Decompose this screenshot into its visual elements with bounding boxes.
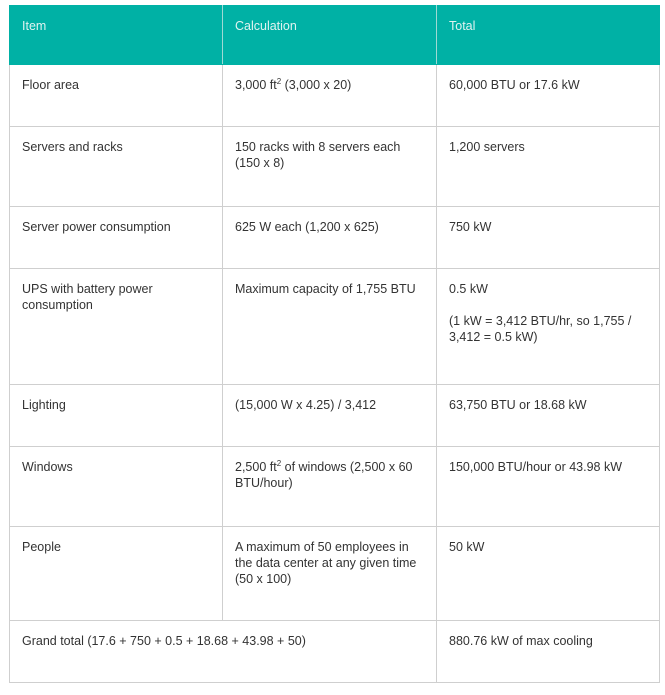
row-total: 750 kW xyxy=(437,207,660,269)
grand-total-label: Grand total (17.6 + 750 + 0.5 + 18.68 + 43.98 + 50) xyxy=(10,621,437,683)
table-row xyxy=(10,127,660,207)
row-total xyxy=(437,269,660,385)
header-total: Total xyxy=(437,6,660,65)
table-row xyxy=(10,527,660,621)
row-calculation: Maximum capacity of 1,755 BTU xyxy=(223,269,437,385)
table-row xyxy=(10,269,660,385)
row-calculation: 3,000 $ft^2$ (3,000 x 20) xyxy=(223,65,437,127)
grand-total-row xyxy=(10,621,660,683)
grand-total-value: 880.76 kW of max cooling xyxy=(437,621,660,683)
row-total-value: 0.5 kW xyxy=(449,282,488,296)
row-calculation: 625 W each (1,200 x 625) xyxy=(223,207,437,269)
row-total-note: (1 kW = 3,412 BTU/hr, so 1,755 / 3,412 = 0.5 kW) xyxy=(449,314,632,344)
table-row xyxy=(10,447,660,527)
row-total: 63,750 BTU or 18.68 kW xyxy=(437,385,660,447)
row-calculation: A maximum of 50 employees in the data center at any given time (50 x 100) xyxy=(223,527,437,621)
cooling-calculation-table xyxy=(9,5,660,683)
table-header-row xyxy=(10,6,660,65)
table-row xyxy=(10,207,660,269)
row-total: 150,000 BTU/hour or 43.98 kW xyxy=(437,447,660,527)
row-item: Windows xyxy=(10,447,223,527)
row-item: Server power consumption xyxy=(10,207,223,269)
row-total: 50 kW xyxy=(437,527,660,621)
row-item: Lighting xyxy=(10,385,223,447)
row-item: Floor area xyxy=(10,65,223,127)
header-calculation: Calculation xyxy=(223,6,437,65)
row-total: 60,000 BTU or 17.6 kW xyxy=(437,65,660,127)
row-total: 1,200 servers xyxy=(437,127,660,207)
row-item: People xyxy=(10,527,223,621)
table-row xyxy=(10,65,660,127)
row-item: UPS with battery power consumption xyxy=(10,269,223,385)
row-item: Servers and racks xyxy=(10,127,223,207)
row-calculation: 2,500 $ft^2$ of windows (2,500 x 60 BTU/hour) xyxy=(223,447,437,527)
row-calculation: 150 racks with 8 servers each (150 x 8) xyxy=(223,127,437,207)
row-calculation: (15,000 W x 4.25) / 3,412 xyxy=(223,385,437,447)
header-item: Item xyxy=(10,6,223,65)
table-row xyxy=(10,385,660,447)
